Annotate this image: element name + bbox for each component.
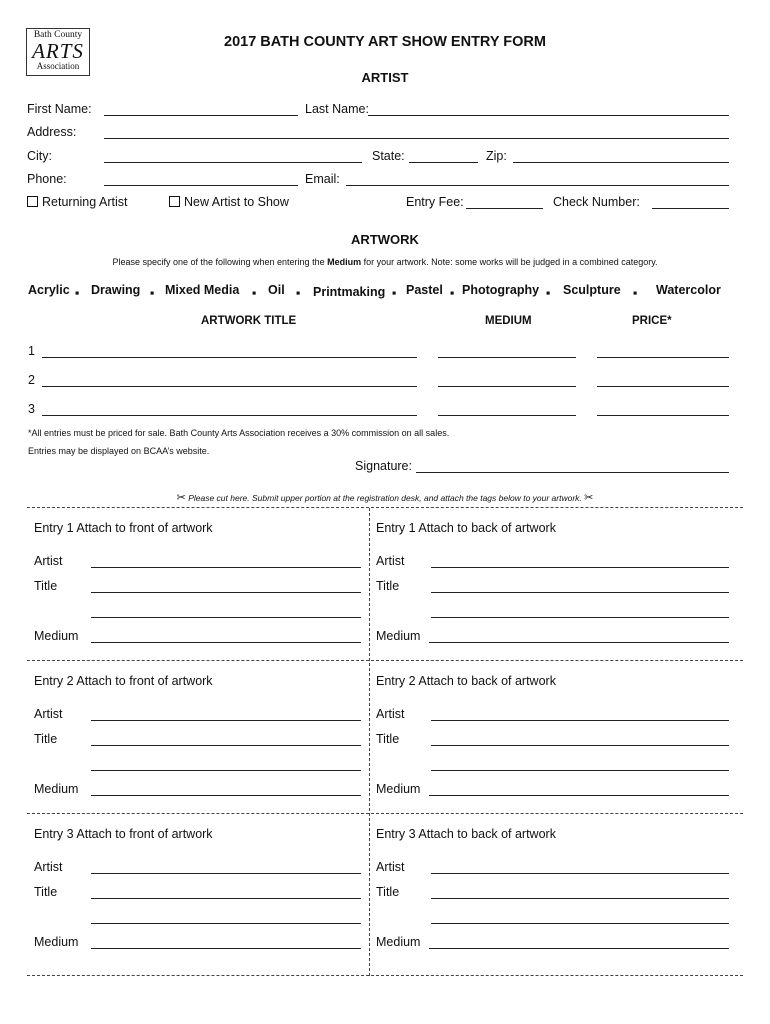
tag-separator xyxy=(27,813,743,814)
row-number: 2 xyxy=(28,373,35,387)
last-name-label: Last Name: xyxy=(305,102,369,116)
medium-acrylic: Acrylic xyxy=(28,283,70,297)
medium-oil: Oil xyxy=(268,283,285,297)
tag-medium-field[interactable] xyxy=(429,642,729,643)
medium-instruction xyxy=(0,257,770,267)
tag-title-label: Title xyxy=(34,885,58,899)
medium-drawing: Drawing xyxy=(91,283,141,297)
tag-title-field[interactable] xyxy=(91,898,361,899)
tag-separator xyxy=(27,975,743,976)
tag-title-field[interactable] xyxy=(91,592,361,593)
bullet-separator: ▪ xyxy=(633,286,638,300)
tag-title-label: Title xyxy=(376,885,400,899)
logo-line1: Bath County xyxy=(33,30,83,40)
medium-field-2[interactable] xyxy=(438,386,576,387)
signature-field[interactable] xyxy=(416,472,729,473)
logo-line3: Association xyxy=(36,60,80,71)
bullet-separator: ▪ xyxy=(296,286,301,300)
state-field[interactable] xyxy=(409,162,478,163)
tag-medium-label: Medium xyxy=(34,935,79,949)
city-label: City: xyxy=(27,149,52,163)
tag-medium-label: Medium xyxy=(376,629,421,643)
tag-artist-label: Artist xyxy=(34,707,63,721)
cut-line xyxy=(27,507,743,508)
artwork-title-field-2[interactable] xyxy=(42,386,417,387)
tag-title-label: Title xyxy=(376,579,400,593)
tag-back-heading: Entry 3 Attach to back of artwork xyxy=(376,827,556,841)
scissors-icon: ✂ xyxy=(584,492,594,504)
email-field[interactable] xyxy=(346,185,729,186)
state-label: State: xyxy=(372,149,405,163)
tag-title-field[interactable] xyxy=(91,745,361,746)
artwork-title-field-1[interactable] xyxy=(42,357,417,358)
check-number-label: Check Number: xyxy=(553,195,640,209)
tag-medium-field[interactable] xyxy=(429,948,729,949)
bullet-separator: ▪ xyxy=(150,286,155,300)
tag-medium-field[interactable] xyxy=(91,948,361,949)
tag-artist-label: Artist xyxy=(376,860,405,874)
tag-title-field-line2[interactable] xyxy=(431,617,729,618)
logo-line2: ARTS xyxy=(32,38,84,63)
tag-artist-label: Artist xyxy=(376,707,405,721)
tag-medium-label: Medium xyxy=(376,782,421,796)
artwork-section-heading: ARTWORK xyxy=(351,232,419,247)
check-number-field[interactable] xyxy=(652,208,729,209)
first-name-field[interactable] xyxy=(104,115,298,116)
tag-back-heading: Entry 1 Attach to back of artwork xyxy=(376,521,556,535)
first-name-label: First Name: xyxy=(27,102,92,116)
tag-title-field[interactable] xyxy=(431,592,729,593)
city-field[interactable] xyxy=(104,162,362,163)
instruction-pre: Please specify one of the following when entering the xyxy=(112,257,328,267)
last-name-field[interactable] xyxy=(368,115,729,116)
footnote-pricing: *All entries must be priced for sale. Bath County Arts Association receives a 30% commission on all sales. xyxy=(28,428,450,438)
scissors-icon: ✂ xyxy=(176,492,186,504)
tag-front-heading: Entry 3 Attach to front of artwork xyxy=(34,827,213,841)
phone-field[interactable] xyxy=(104,185,298,186)
tag-title-field-line2[interactable] xyxy=(431,770,729,771)
row-number: 3 xyxy=(28,402,35,416)
medium-pastel: Pastel xyxy=(406,283,443,297)
zip-label: Zip: xyxy=(486,149,507,163)
medium-sculpture: Sculpture xyxy=(563,283,621,297)
price-field-2[interactable] xyxy=(597,386,729,387)
tag-title-field[interactable] xyxy=(431,898,729,899)
medium-header: MEDIUM xyxy=(485,315,532,327)
artist-section-heading: ARTIST xyxy=(361,70,409,85)
medium-field-3[interactable] xyxy=(438,415,576,416)
tag-title-field-line2[interactable] xyxy=(431,923,729,924)
returning-artist-label: Returning Artist xyxy=(42,195,128,209)
tag-artist-field[interactable] xyxy=(431,873,729,874)
tag-separator xyxy=(27,660,743,661)
tag-title-field-line2[interactable] xyxy=(91,617,361,618)
entry-fee-field[interactable] xyxy=(466,208,543,209)
price-header: PRICE* xyxy=(632,315,672,327)
zip-field[interactable] xyxy=(513,162,729,163)
returning-artist-checkbox[interactable] xyxy=(27,196,38,207)
tag-back-heading: Entry 2 Attach to back of artwork xyxy=(376,674,556,688)
entry-fee-label: Entry Fee: xyxy=(406,195,464,209)
new-artist-option[interactable] xyxy=(169,195,289,209)
tag-title-field-line2[interactable] xyxy=(91,923,361,924)
email-label: Email: xyxy=(305,172,340,186)
medium-printmaking: Printmaking xyxy=(313,285,386,299)
form-title: 2017 BATH COUNTY ART SHOW ENTRY FORM xyxy=(224,34,546,50)
tag-medium-field[interactable] xyxy=(429,795,729,796)
tag-artist-field[interactable] xyxy=(91,567,361,568)
tag-artist-label: Artist xyxy=(34,554,63,568)
tag-title-field-line2[interactable] xyxy=(91,770,361,771)
address-label: Address: xyxy=(27,125,77,139)
tag-artist-label: Artist xyxy=(34,860,63,874)
tag-front-heading: Entry 2 Attach to front of artwork xyxy=(34,674,213,688)
phone-label: Phone: xyxy=(27,172,67,186)
tag-artist-label: Artist xyxy=(376,554,405,568)
tag-artist-field[interactable] xyxy=(91,873,361,874)
price-field-1[interactable] xyxy=(597,357,729,358)
returning-artist-option[interactable] xyxy=(27,195,127,209)
new-artist-label: New Artist to Show xyxy=(184,195,289,209)
tag-title-label: Title xyxy=(34,732,58,746)
tag-medium-label: Medium xyxy=(376,935,421,949)
tag-medium-field[interactable] xyxy=(91,642,361,643)
tag-medium-label: Medium xyxy=(34,782,79,796)
artwork-title-field-3[interactable] xyxy=(42,415,417,416)
tag-artist-field[interactable] xyxy=(431,567,729,568)
cut-text: Please cut here. Submit upper portion at the registration desk, and attach the tags below to your artwork. xyxy=(188,493,582,503)
medium-field-1[interactable] xyxy=(438,357,576,358)
bullet-separator: ▪ xyxy=(450,286,455,300)
tag-front-heading: Entry 1 Attach to front of artwork xyxy=(34,521,213,535)
price-field-3[interactable] xyxy=(597,415,729,416)
signature-label: Signature: xyxy=(355,459,412,473)
medium-watercolor: Watercolor xyxy=(656,283,721,297)
row-number: 1 xyxy=(28,344,35,358)
footnote-website: Entries may be displayed on BCAA’s website. xyxy=(28,446,210,456)
tag-divider xyxy=(369,508,370,976)
tag-title-label: Title xyxy=(34,579,58,593)
instruction-bold: Medium xyxy=(327,257,362,267)
bullet-separator: ▪ xyxy=(546,286,551,300)
address-field[interactable] xyxy=(104,138,729,139)
instruction-post: for your artwork. Note: some works will be judged in a combined category. xyxy=(361,257,658,267)
medium-photography: Photography xyxy=(462,283,540,297)
new-artist-checkbox[interactable] xyxy=(169,196,180,207)
cut-instruction xyxy=(0,491,770,504)
bullet-separator: ▪ xyxy=(392,286,397,300)
medium-mixed-media: Mixed Media xyxy=(165,283,240,297)
bullet-separator: ▪ xyxy=(75,286,80,300)
tag-artist-field[interactable] xyxy=(431,720,729,721)
artwork-title-header: ARTWORK TITLE xyxy=(201,315,297,327)
tag-medium-field[interactable] xyxy=(91,795,361,796)
bullet-separator: ▪ xyxy=(252,286,257,300)
tag-title-field[interactable] xyxy=(431,745,729,746)
tag-artist-field[interactable] xyxy=(91,720,361,721)
tag-title-label: Title xyxy=(376,732,400,746)
tag-medium-label: Medium xyxy=(34,629,79,643)
